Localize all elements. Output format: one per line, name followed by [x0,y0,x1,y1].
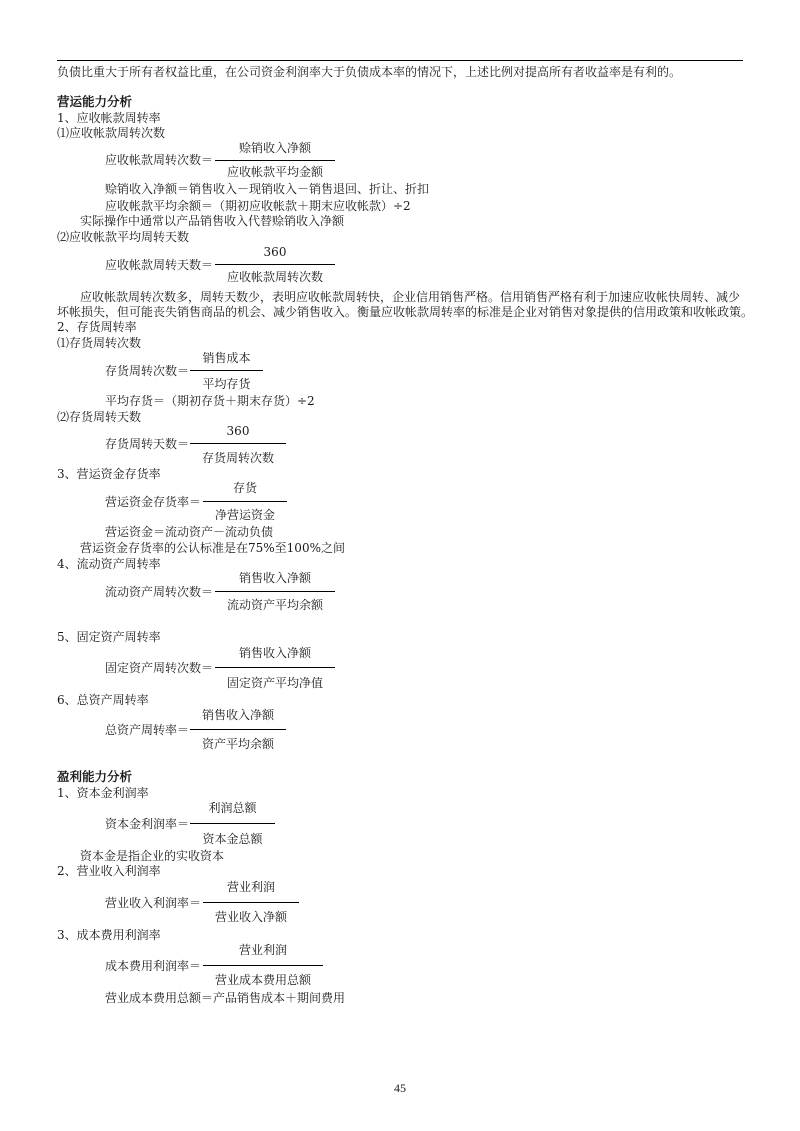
cost-profit-denominator: 营业成本费用总额 [214,973,311,987]
capital-profit-numerator: 利润总额 [208,801,257,815]
section-heading-operating: 营运能力分析 [57,94,133,109]
working-capital-numerator: 存货 [232,481,257,495]
ar-turnover-denominator: 应收帐款平均金额 [226,165,323,179]
revenue-profit-fraction-line [203,902,299,903]
ar-days-lhs: 应收帐款周转天数＝ [105,258,214,272]
total-assets-numerator: 销售收入净额 [201,708,274,722]
total-assets-fraction-line [190,729,286,730]
ar-turnover-fraction-line [215,160,335,161]
ar-turnover-numerator: 赊销收入净额 [238,141,311,155]
ar-title: 1、应收帐款周转率 [57,111,161,125]
ar-days-numerator: 360 [263,245,287,259]
working-capital-standard: 营运资金存货率的公认标准是在75%至100%之间 [80,541,345,555]
ar-days-denominator: 应收帐款周转次数 [226,270,323,284]
fixed-assets-fraction-line [215,667,335,668]
current-assets-denominator: 流动资产平均余额 [226,598,323,612]
working-capital-lhs: 营运资金存货率＝ [105,495,202,509]
capital-profit-lhs: 资本金利润率＝ [105,817,190,831]
credit-sales-definition: 赊销收入净额＝销售收入－现销收入－销售退回、折让、折扣 [105,182,430,196]
inventory-turnover-title: ⑴存货周转次数 [57,336,142,350]
revenue-profit-numerator: 营业利润 [226,880,275,894]
inventory-turnover-denominator: 平均存货 [202,377,251,391]
page-number: 45 [394,1081,406,1095]
cost-profit-title: 3、成本费用利润率 [57,928,161,942]
working-capital-fraction-line [203,501,287,502]
inventory-days-lhs: 存货周转天数＝ [105,437,190,451]
inventory-days-fraction-line [190,443,286,444]
capital-note: 资本金是指企业的实收资本 [80,849,225,863]
cost-definition: 营业成本费用总额＝产品销售成本＋期间费用 [105,991,346,1005]
revenue-profit-lhs: 营业收入利润率＝ [105,896,202,910]
inventory-average-definition: 平均存货＝（期初存货＋期末存货）÷2 [105,394,315,408]
ar-days-fraction-line [215,264,335,265]
revenue-profit-denominator: 营业收入净额 [214,910,287,924]
section-heading-profitability: 盈利能力分析 [57,769,133,784]
fixed-assets-denominator: 固定资产平均净值 [226,676,323,690]
fixed-assets-numerator: 销售收入净额 [238,646,311,660]
inventory-turnover-fraction-line [190,370,263,371]
inventory-days-numerator: 360 [226,424,250,438]
current-assets-title: 4、流动资产周转率 [57,557,161,571]
total-assets-title: 6、总资产周转率 [57,693,149,707]
current-assets-fraction-line [215,591,335,592]
total-assets-lhs: 总资产周转率＝ [105,723,190,737]
capital-profit-title: 1、资本金利润率 [57,786,149,800]
inventory-title: 2、存货周转率 [57,320,137,334]
working-capital-denominator: 净营运资金 [214,508,275,522]
cost-profit-fraction-line [203,965,323,966]
fixed-assets-lhs: 固定资产周转次数＝ [105,661,214,675]
ar-paragraph-line-1: 应收帐款周转次数多，周转天数少，表明应收帐款周转快，企业信用销售严格。信用销售严格有利于加速应收帐快周转、减少 [80,290,741,304]
revenue-profit-title: 2、营业收入利润率 [57,864,161,878]
ar-paragraph-line-2: 坏帐损失，但可能丧失销售商品的机会、减少销售收入。衡量应收帐款周转率的标准是企业对销售对象提供的信用政策和收帐政策。 [57,305,754,319]
ar-turnover-lhs: 应收帐款周转次数＝ [105,153,214,167]
working-capital-definition: 营运资金＝流动资产－流动负债 [105,525,274,539]
capital-profit-fraction-line [190,823,275,824]
ar-average-definition: 应收帐款平均余额＝（期初应收帐款＋期末应收帐款）÷2 [105,199,411,213]
capital-profit-denominator: 资本金总额 [202,832,263,846]
cost-profit-lhs: 成本费用利润率＝ [105,959,202,973]
inventory-turnover-numerator: 销售成本 [202,351,251,365]
current-assets-numerator: 销售收入净额 [238,571,311,585]
practice-note: 实际操作中通常以产品销售收入代替赊销收入净额 [80,214,345,228]
inventory-days-title: ⑵存货周转天数 [57,410,142,424]
inventory-turnover-lhs: 存货周转次数＝ [105,364,190,378]
ar-days-title: ⑵应收帐款平均周转天数 [57,230,190,244]
current-assets-lhs: 流动资产周转次数＝ [105,585,214,599]
fixed-assets-title: 5、固定资产周转率 [57,630,161,644]
intro-paragraph: 负债比重大于所有者权益比重，在公司资金利润率大于负债成本率的情况下，上述比例对提高所有者收益率是有利的。 [57,65,682,79]
header-rule [57,60,743,61]
ar-turnover-title: ⑴应收帐款周转次数 [57,126,166,140]
working-capital-title: 3、营运资金存货率 [57,467,161,481]
total-assets-denominator: 资产平均余额 [201,737,274,751]
cost-profit-numerator: 营业利润 [238,943,287,957]
inventory-days-denominator: 存货周转次数 [201,451,274,465]
